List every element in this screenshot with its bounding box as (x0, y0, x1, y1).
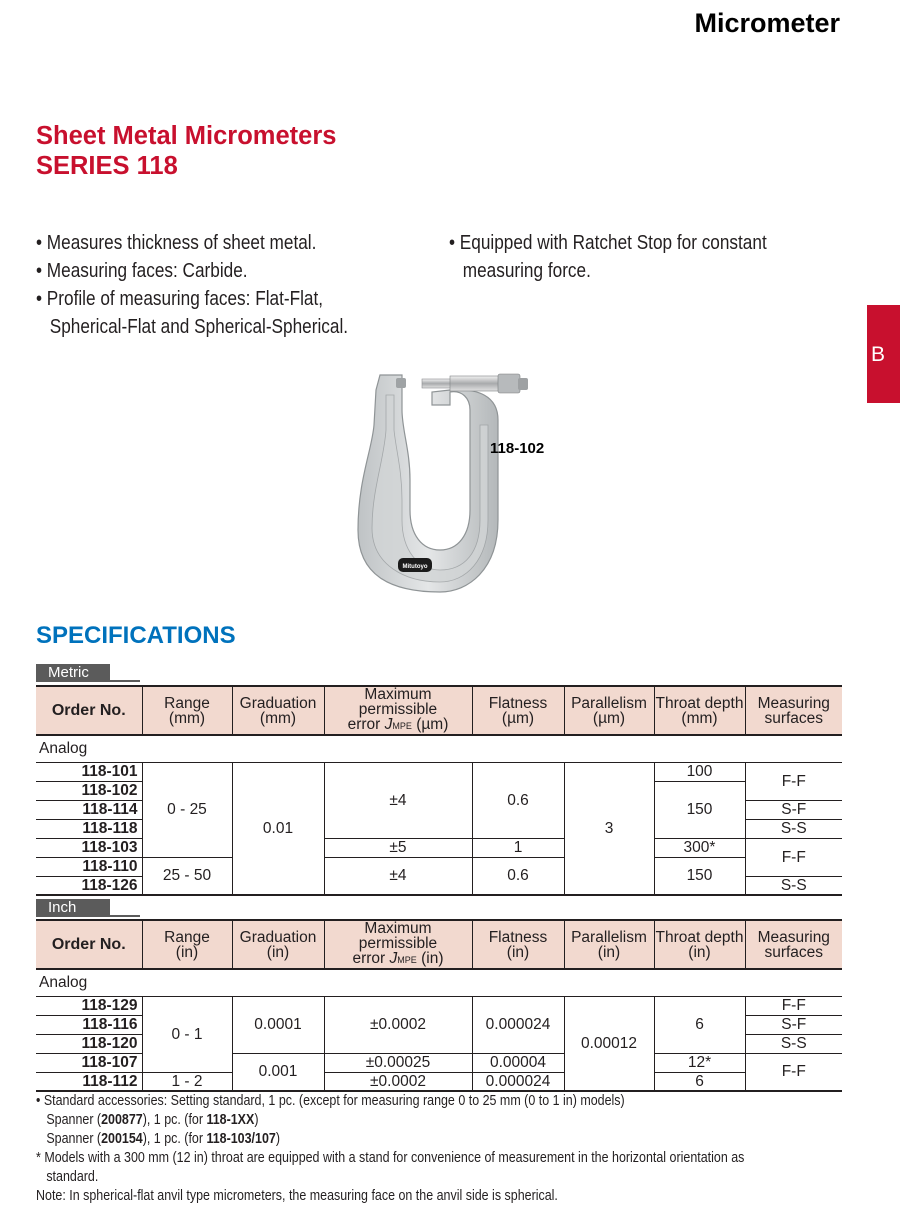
section-title: Micrometer (694, 8, 840, 38)
flatness-cell: 0.000024 (472, 996, 564, 1053)
throat-cell: 300* (654, 838, 745, 857)
order-no: 118-107 (36, 1053, 142, 1072)
metric-spec-table (36, 685, 842, 896)
section-tab-letter: B (871, 343, 886, 366)
inch-tag: Inch (36, 899, 110, 917)
order-no: 118-102 (36, 781, 142, 800)
range-cell: 25 - 50 (142, 857, 232, 895)
parallelism-cell: 3 (564, 762, 654, 895)
features-right (449, 229, 767, 285)
throat-cell: 6 (654, 996, 745, 1053)
features-left (36, 229, 348, 341)
spindle (422, 379, 452, 388)
throat-cell: 6 (654, 1072, 745, 1091)
flatness-cell: 0.6 (472, 857, 564, 895)
parallelism-cell: 0.00012 (564, 996, 654, 1091)
surfaces-cell: F-F (745, 762, 842, 800)
surfaces-cell: F-F (745, 838, 842, 876)
specifications-heading: SPECIFICATIONS (36, 622, 236, 649)
throat-cell: 150 (654, 781, 745, 838)
anvil-note: Note: In spherical-flat anvil type micrometers, the measuring face on the anvil side is spherical. (36, 1188, 558, 1204)
range-cell: 0 - 1 (142, 996, 232, 1072)
order-no: 118-103 (36, 838, 142, 857)
throat-cell: 150 (654, 857, 745, 895)
mpe-cell: ±0.00025 (324, 1053, 472, 1072)
mpe-cell: ±4 (324, 762, 472, 838)
surfaces-cell: S-S (745, 876, 842, 895)
brand-label: Mitutoyo (402, 564, 428, 570)
ratchet-stop (518, 378, 528, 390)
range-cell: 1 - 2 (142, 1072, 232, 1091)
col-header: Parallelism (in) (564, 920, 654, 969)
col-header: Range (in) (142, 920, 232, 969)
col-header: Maximum permissible error JMPE (in) (324, 920, 472, 969)
surfaces-cell: S-S (745, 1034, 842, 1053)
flatness-cell: 0.6 (472, 762, 564, 838)
order-no: 118-116 (36, 1015, 142, 1034)
product-model-label: 118-102 (490, 440, 545, 457)
order-no: 118-110 (36, 857, 142, 876)
section-tab[interactable] (867, 305, 900, 403)
order-no: 118-118 (36, 819, 142, 838)
col-header: Measuring surfaces (745, 686, 842, 735)
flatness-cell: 0.000024 (472, 1072, 564, 1091)
accessories-note: • Standard accessories: Setting standard, 1 pc. (except for measuring range 0 to 25 mm (0 to 1 in) models) (36, 1093, 625, 1109)
thimble (498, 374, 520, 393)
product-title (36, 121, 336, 181)
order-no: 118-129 (36, 996, 142, 1015)
col-header: Flatness (µm) (472, 686, 564, 735)
graduation-cell: 0.01 (232, 762, 324, 895)
order-no: 118-101 (36, 762, 142, 781)
group-label: Analog (39, 974, 88, 992)
range-cell: 0 - 25 (142, 762, 232, 857)
title-line-2: SERIES 118 (36, 152, 178, 180)
feature-item: • Measuring faces: Carbide. (36, 260, 248, 282)
inch-spec-table (36, 919, 842, 1092)
col-header: Flatness (in) (472, 920, 564, 969)
feature-item: • Profile of measuring faces: Flat-Flat, (36, 288, 324, 310)
col-header: Graduation (in) (232, 920, 324, 969)
throat-cell: 12* (654, 1053, 745, 1072)
col-header: Parallelism (µm) (564, 686, 654, 735)
order-no: 118-120 (36, 1034, 142, 1053)
feature-item: • Measures thickness of sheet metal. (36, 232, 317, 254)
col-header: Range (mm) (142, 686, 232, 735)
group-label: Analog (39, 740, 88, 758)
feature-item: • Equipped with Ratchet Stop for constant (449, 232, 767, 254)
mpe-cell: ±0.0002 (324, 1072, 472, 1091)
metric-tag: Metric (36, 664, 110, 682)
col-header: Maximum permissible error JMPE (µm) (324, 686, 472, 735)
graduation-cell: 0.0001 (232, 996, 324, 1053)
col-header: Measuring surfaces (745, 920, 842, 969)
surfaces-cell: S-S (745, 819, 842, 838)
col-header: Graduation (mm) (232, 686, 324, 735)
spanner-note-1: Spanner (200877), 1 pc. (for 118-1XX) (46, 1112, 259, 1128)
spanner-note-2: Spanner (200154), 1 pc. (for 118-103/107) (46, 1131, 280, 1147)
flatness-cell: 0.00004 (472, 1053, 564, 1072)
mpe-cell: ±0.0002 (324, 996, 472, 1053)
sleeve (450, 376, 500, 391)
surfaces-cell: F-F (745, 996, 842, 1015)
asterisk-note-continued: standard. (46, 1169, 99, 1185)
mpe-cell: ±5 (324, 838, 472, 857)
flatness-cell: 1 (472, 838, 564, 857)
col-header: Throat depth (in) (654, 920, 745, 969)
surfaces-cell: S-F (745, 800, 842, 819)
anvil (396, 378, 406, 388)
micrometer-image (350, 370, 530, 600)
col-header: Throat depth (mm) (654, 686, 745, 735)
order-no: 118-126 (36, 876, 142, 895)
graduation-cell: 0.001 (232, 1053, 324, 1091)
order-no: 118-112 (36, 1072, 142, 1091)
surfaces-cell: S-F (745, 1015, 842, 1034)
asterisk-note: * Models with a 300 mm (12 in) throat are equipped with a stand for convenience of measurement in the horizontal orientation as (36, 1150, 745, 1166)
feature-item: measuring force. (462, 260, 591, 282)
feature-item: Spherical-Flat and Spherical-Spherical. (49, 316, 349, 338)
title-line-1: Sheet Metal Micrometers (36, 122, 337, 150)
notes-block (36, 1092, 860, 1206)
col-header: Order No. (36, 920, 142, 969)
col-header: Order No. (36, 686, 142, 735)
order-no: 118-114 (36, 800, 142, 819)
mpe-cell: ±4 (324, 857, 472, 895)
throat-cell: 100 (654, 762, 745, 781)
surfaces-cell: F-F (745, 1053, 842, 1091)
